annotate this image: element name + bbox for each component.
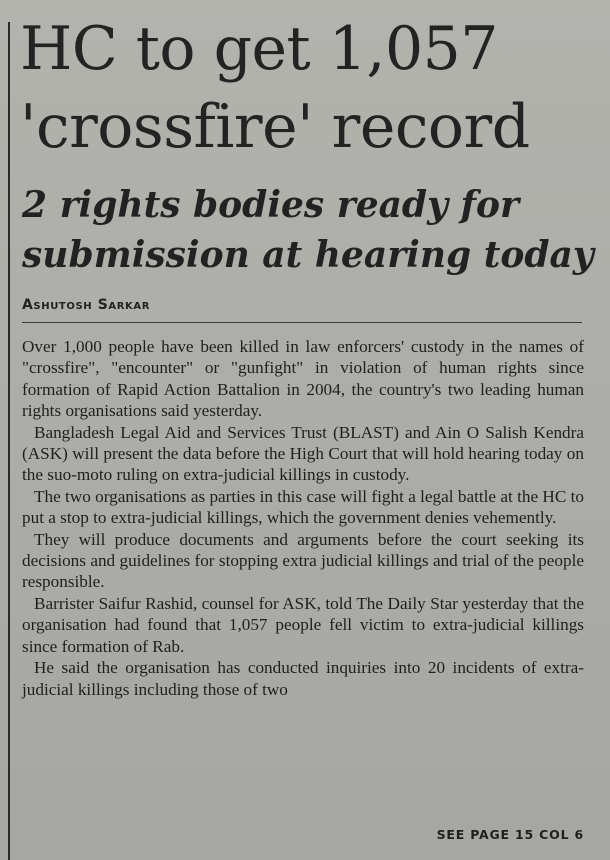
paragraph: Bangladesh Legal Aid and Services Trust (BLAST) and Ain O Salish Kendra (ASK) will present the data before the High Court that will hold hearing today on the suo-moto ruling on extra-judicial killings in custody. xyxy=(22,422,584,485)
paragraph: They will produce documents and arguments before the court seeking its decisions and guidelines for stopping extra judicial killings and trial of the people responsible. xyxy=(22,529,584,592)
headline xyxy=(20,10,605,166)
paragraph: He said the organisation has conducted inquiries into 20 incidents of extra-judicial killings including those of two xyxy=(22,658,584,699)
headline-line-2: 'crossfire' record xyxy=(20,92,530,162)
subheadline xyxy=(22,180,602,280)
subheadline-line-1: 2 rights bodies ready for xyxy=(22,184,520,226)
paragraph: Barrister Saifur Rashid, counsel for ASK, told The Daily Star yesterday that the organisation had found that 1,057 people fell victim to extra-judicial killings since formation of Rab. xyxy=(22,593,584,656)
subheadline-line-2: submission at hearing today xyxy=(22,234,594,276)
paragraph: The two organisations as parties in this case will fight a legal battle at the HC to put a stop to extra-judicial killings, which the government denies vehemently. xyxy=(22,486,584,528)
byline: Ashutosh Sarkar xyxy=(22,297,151,313)
paragraph: Over 1,000 people have been killed in law enforcers' custody in the names of "crossfire", "encounter" or "gunfight" in violation of human rights since formation of Rapid Action Battalion in 2004, the country's two leading human rights organisations said yesterday. xyxy=(22,337,584,421)
column-divider-rule xyxy=(8,22,10,860)
headline-line-1: HC to get 1,057 xyxy=(20,14,498,84)
article-body xyxy=(22,336,584,700)
continuation-jump-line: SEE PAGE 15 COL 6 xyxy=(436,827,584,842)
byline-rule xyxy=(22,322,582,323)
